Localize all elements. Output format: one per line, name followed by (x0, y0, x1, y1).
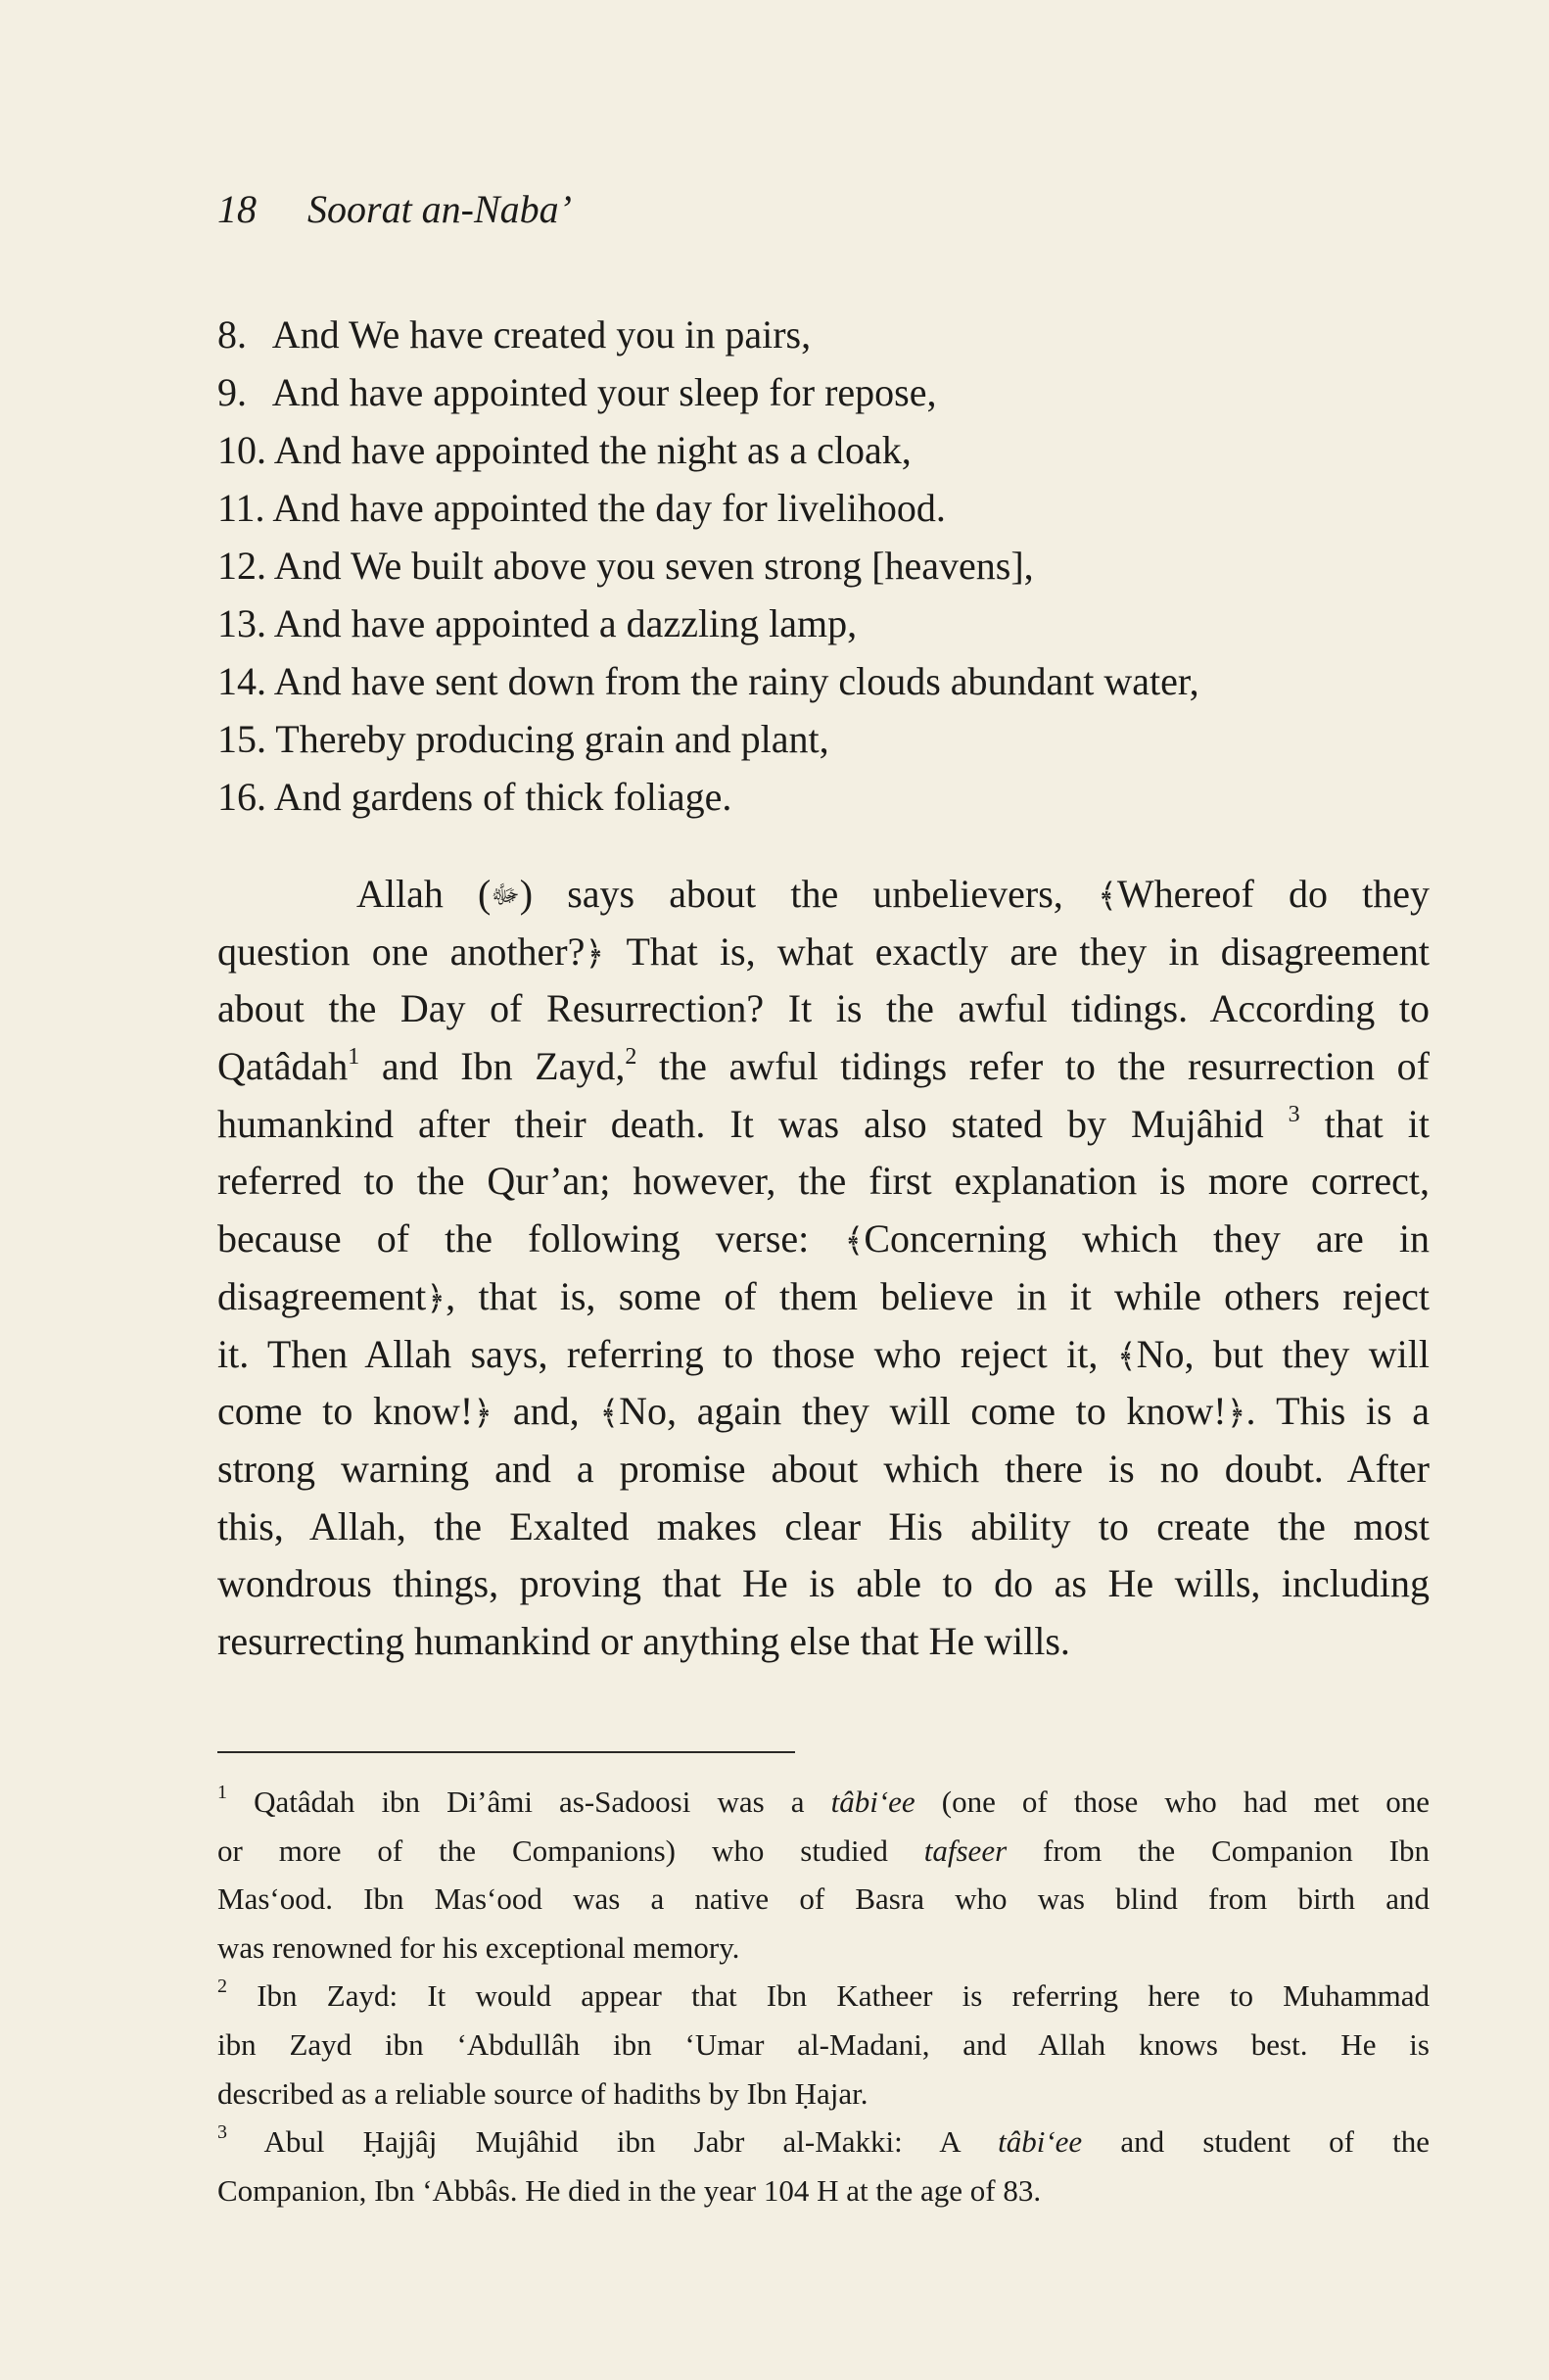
verse-number: 8. (217, 312, 247, 357)
verse-text: And We have created you in pairs, (271, 312, 812, 357)
verse-text: And have appointed the day for livelihood. (272, 486, 946, 530)
verse-item (217, 421, 1432, 479)
verse-text: And have sent down from the rainy clouds abundant water, (273, 659, 1199, 703)
text-line: come to know!﴿ and, ﴾No, again they will come to know!﴿. This is a (217, 1389, 1431, 1434)
chapter-title: Soorat an-Naba’ (307, 187, 572, 231)
footnotes (217, 1778, 1430, 2214)
quote-close-ornament: ﴿ (585, 935, 605, 973)
quote-open-ornament: ﴾ (844, 1223, 865, 1261)
footnote-number: 1 (217, 1782, 227, 1803)
verse-item (217, 710, 1432, 768)
quran-quote: Whereof do they (1116, 872, 1430, 916)
running-header (217, 186, 572, 232)
quote-close-ornament: ﴿ (1226, 1396, 1246, 1433)
footnote-line: described as a reliable source of hadiths by Ibn Ḥajar. (217, 2075, 868, 2111)
footnote-ref: 1 (348, 1044, 360, 1071)
verse-text: And gardens of thick foliage. (273, 775, 732, 819)
footnote-number: 3 (217, 2121, 227, 2144)
verse-item (217, 595, 1432, 652)
verse-number: 10. (217, 428, 266, 472)
quran-quote: question one another? (217, 928, 586, 974)
verse-item (217, 537, 1432, 595)
verse-number: 14. (217, 659, 266, 703)
text-line: strong warning and a promise about which there is no doubt. After (217, 1446, 1430, 1491)
quran-quote: disagreement (217, 1273, 427, 1318)
verse-text: And have appointed the night as a cloak, (273, 428, 912, 472)
text-line: about the Day of Resurrection? It is the awful tidings. According to (217, 986, 1430, 1031)
text-line: humankind after their death. It was also stated by Mujâhid $^3$ that it (217, 1101, 1430, 1146)
verse-text: And have appointed a dazzling lamp, (273, 601, 858, 645)
verse-item (217, 306, 1432, 363)
commentary-paragraph (217, 866, 1430, 1671)
footnote-line: $^3$ Abul Ḥajjâj Mujâhid ibn Jabr al-Makki: A tâbi‘ee and student of the (217, 2121, 1430, 2160)
quran-quote: Concerning which they are in (864, 1216, 1430, 1261)
footnote-line: was renowned for his exceptional memory. (217, 1929, 740, 1965)
text-line: Allah (ﷻ) says about the unbelievers, ﴾Whereof do they (217, 866, 1430, 924)
footnote-number: 2 (217, 1975, 227, 1998)
text-line: Qatâdah$^1$ and Ibn Zayd,$^2$ the awful tidings refer to the resurrection of (217, 1044, 1430, 1089)
text-line: because of the following verse: ﴾Concerning which they are in (217, 1216, 1430, 1261)
verse-number: 16. (217, 775, 266, 819)
verse-number: 13. (217, 601, 266, 645)
footnote-line: ibn Zayd ibn ‘Abdullâh ibn ‘Umar al-Madani, and Allah knows best. He is (217, 2026, 1430, 2062)
text-line: it. Then Allah says, referring to those who reject it, ﴾No, but they will (217, 1331, 1431, 1376)
text-line: this, Allah, the Exalted makes clear His ability to create the most (217, 1503, 1430, 1548)
verse-item (217, 363, 1432, 421)
footnote-ref: 2 (625, 1044, 637, 1071)
quran-quote: No, but they will (1136, 1331, 1431, 1376)
quote-open-ornament: ﴾ (599, 1396, 620, 1433)
footnote-line: or more of the Companions) who studied tafseer from the Companion Ibn (217, 1833, 1431, 1868)
verse-item (217, 768, 1432, 826)
verse-item (217, 479, 1432, 537)
verse-list (217, 306, 1432, 826)
footnote-line: Mas‘ood. Ibn Mas‘ood was a native of Basra who was blind from birth and (217, 1881, 1430, 1917)
quran-quote: No, again they will come to know! (619, 1389, 1227, 1434)
text-line: disagreement﴿, that is, some of them believe in it while others reject (217, 1273, 1430, 1318)
footnote-divider (217, 1751, 795, 1753)
quote-close-ornament: ﴿ (426, 1280, 446, 1317)
verse-number: 9. (217, 370, 247, 414)
quote-open-ornament: ﴾ (1116, 1338, 1137, 1375)
page-number: 18 (217, 187, 257, 231)
text-line: question one another?﴿ That is, what exactly are they in disagreement (217, 928, 1430, 974)
footnote-line: $^1$ Qatâdah ibn Di’âmi as-Sadoosi was a tâbi‘ee (one of those who had met one (217, 1782, 1430, 1819)
quran-quote: come to know! (217, 1389, 474, 1434)
verse-number: 11. (217, 486, 265, 530)
text-line: wondrous things, proving that He is able to do as He wills, including (217, 1561, 1430, 1606)
verse-text: And We built above you seven strong [heavens], (273, 544, 1034, 588)
quote-close-ornament: ﴿ (473, 1396, 493, 1433)
quote-open-ornament: ﴾ (1097, 879, 1117, 915)
text-line: resurrecting humankind or anything else that He wills. (217, 1618, 1070, 1663)
footnote-line: Companion, Ibn ‘Abbâs. He died in the year 104 H at the age of 83. (217, 2172, 1042, 2208)
verse-text: Thereby producing grain and plant, (275, 717, 829, 761)
verse-text: And have appointed your sleep for repose, (271, 370, 937, 414)
verse-number: 15. (217, 717, 266, 761)
text-line: referred to the Qur’an; however, the first explanation is more correct, (217, 1159, 1430, 1204)
honorific-glyph: ﷻ (491, 881, 520, 909)
footnote-ref: 3 (1288, 1101, 1300, 1127)
verse-item (217, 652, 1432, 710)
verse-number: 12. (217, 544, 266, 588)
footnote-line: $^2$ Ibn Zayd: It would appear that Ibn Katheer is referring here to Muhammad (217, 1975, 1430, 2014)
